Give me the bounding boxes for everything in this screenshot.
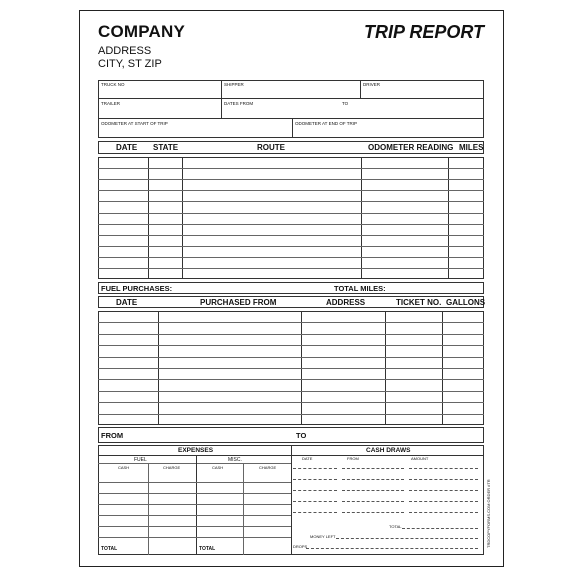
table-row-line [98,168,484,169]
table-row-line [98,257,484,258]
table-row-line [98,334,484,335]
table-row-line [98,414,484,415]
table-row-line [98,246,484,247]
expenses-fuel-label: FUEL [134,457,147,463]
to-field[interactable]: TO [296,431,307,440]
fuel-cash-label: CASH [118,465,130,470]
misc-cash-label: CASH [212,465,224,470]
cash-draw-line[interactable] [293,512,337,513]
table-row-line [98,526,291,527]
cash-draw-line[interactable] [293,501,337,502]
table-row-line [98,213,484,214]
cash-draw-line[interactable] [342,501,404,502]
cash-total-label: TOTAL [389,524,402,529]
table-row-line [98,357,484,358]
side-order-text: TRDCOPYFORMS.COM ORDER #TR [486,479,491,548]
company-name: COMPANY [98,22,186,41]
table-row-line [98,179,484,180]
trip-info-box [98,80,484,138]
fuel-col-address: ADDRESS [326,298,366,307]
from-to-bar [98,427,484,443]
table-row-line [98,268,484,269]
drops-line[interactable] [306,548,478,549]
cash-draw-line[interactable] [342,512,404,513]
fuel-purchases-label: FUEL PURCHASES: [101,284,173,293]
dates-to-field[interactable]: TO [342,101,349,106]
table-row-line [98,504,291,505]
table-row-line [98,201,484,202]
from-field[interactable]: FROM [101,431,124,440]
cash-from-label: FROM [347,456,359,461]
money-left-label: MONEY LEFT [310,534,336,539]
odometer-start-field[interactable]: ODOMETER AT START OF TRIP [101,121,168,126]
route-col-date: DATE [116,143,138,152]
cash-draw-line[interactable] [293,468,337,469]
cash-draw-line[interactable] [293,479,337,480]
table-row-line [98,402,484,403]
fuel-charge-label: CHARGE [163,465,181,470]
route-col-route: ROUTE [257,143,285,152]
fuel-col-gallons: GALLONS [446,298,486,307]
fuel-col-purchased-from: PURCHASED FROM [200,298,277,307]
misc-total-label: TOTAL [199,546,216,552]
cash-draws-title: CASH DRAWS [366,447,411,454]
cash-draw-line[interactable] [409,479,478,480]
table-row-line [98,368,484,369]
cash-draw-line[interactable] [409,512,478,513]
company-city: CITY, ST ZIP [98,58,162,70]
cash-draw-line[interactable] [342,490,404,491]
fuel-total-label: TOTAL [101,546,118,552]
table-row-line [98,391,484,392]
fuel-col-date: DATE [116,298,138,307]
misc-charge-label: CHARGE [259,465,277,470]
expenses-misc-label: MISC. [228,457,242,463]
money-left-line[interactable] [336,538,478,539]
cash-draw-line[interactable] [342,479,404,480]
shipper-field[interactable]: SHIPPER [224,82,244,87]
cash-draw-line[interactable] [409,490,478,491]
table-row-line [98,190,484,191]
cash-draw-line[interactable] [293,490,337,491]
table-row-line [98,515,291,516]
form-title: TRIP REPORT [363,22,484,42]
route-col-odometer: ODOMETER READING [368,143,454,152]
company-address: ADDRESS [98,45,152,57]
table-row-line [98,235,484,236]
table-row-line [98,224,484,225]
table-row-line [98,493,291,494]
cash-amount-label: AMOUNT [411,456,429,461]
table-row-line [98,345,484,346]
truck-no-field[interactable]: TRUCK NO [101,82,125,87]
route-col-state: STATE [153,143,179,152]
table-row-line [98,322,484,323]
route-col-miles: MILES [459,143,484,152]
table-row-line [98,482,291,483]
route-table [98,157,484,279]
trailer-field[interactable]: TRAILER [101,101,121,106]
odometer-end-field[interactable]: ODOMETER AT END OF TRIP [295,121,358,126]
total-miles-label[interactable]: TOTAL MILES: [334,284,386,293]
cash-date-label: DATE [302,456,313,461]
dates-from-field[interactable]: DATES FROM [224,101,254,106]
fuel-col-ticket-no: TICKET NO. [396,298,442,307]
table-row-line [98,537,291,538]
table-row-line [98,379,484,380]
cash-total-line[interactable] [402,528,478,529]
driver-field[interactable]: DRIVER [363,82,381,87]
cash-draw-line[interactable] [409,501,478,502]
cash-draw-line[interactable] [342,468,404,469]
cash-draw-line[interactable] [409,468,478,469]
expenses-title: EXPENSES [178,447,214,454]
drops-label: DROPS [293,544,308,549]
